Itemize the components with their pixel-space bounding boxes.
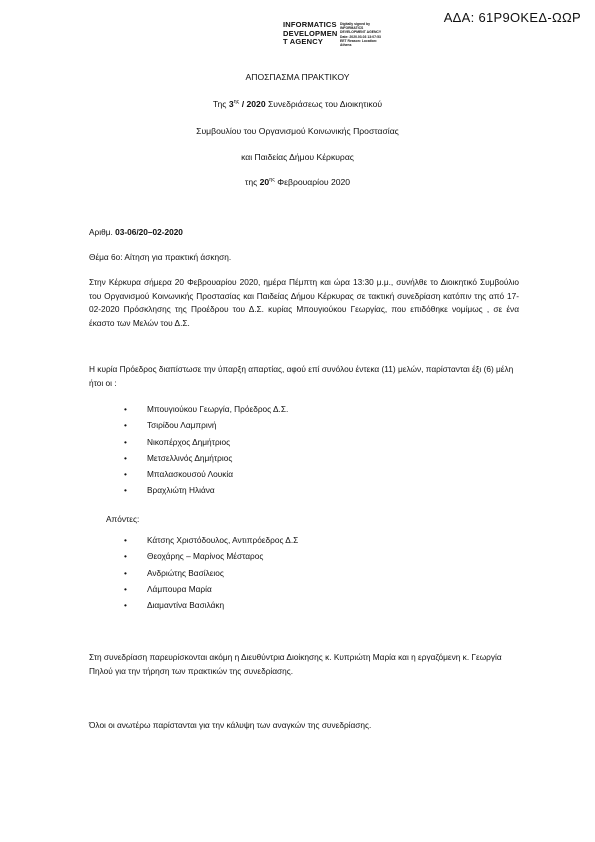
bullet-icon: • (124, 600, 127, 611)
member-name: Κάτσης Χριστόδουλος, Αντιπρόεδρος Δ.Σ (147, 535, 299, 545)
bullet-icon: • (124, 551, 127, 562)
member-name: Διαμαντίνα Βασιλάκη (147, 600, 225, 611)
member-name: Ανδριώτης Βασίλειος (147, 567, 224, 578)
reference-number (89, 226, 519, 240)
quorum-paragraph: Η κυρία Πρόεδρος διαπίστωσε την ύπαρξη απαρτίας, αφού επί συνόλου έντεκα (11) μελών, παρίστανται έξι (6) μέλη ήτοι οι : (89, 364, 514, 388)
attendance-paragraph: Στη συνεδρίαση παρευρίσκονται ακόμη η Διευθύντρια Διοίκησης κ. Κυπριώτη Μαρία και η εργαζόμενη κ. Γεωργία Πηλού για την τήρηση των πρακτικών της συνεδρίασης. (89, 652, 502, 676)
absent-label: Απόντες: (106, 514, 140, 524)
intro-paragraph: Στην Κέρκυρα σήμερα 20 Φεβρουαρίου 2020, ημέρα Πέμπτη και ώρα 13:30 μ.μ., συνήλθε το Διοικητικό Συμβούλιο του Οργανισμού Κοινωνικής Προστασίας και Παιδείας Δήμου Κέρκυρας σε τακτική συνεδρίαση κατόπιν της από 17-02-2020 Πρόσκλησης της Προέδρου του Δ.Σ. κυρίας Μπουγιούκου Γεωργίας, που επιδόθηκε νομίμως , σε ένα έκαστο των Μελών του Δ.Σ. (89, 277, 519, 328)
bullet-icon: • (124, 436, 127, 447)
final-paragraph: Όλοι οι ανωτέρω παρίστανται για την κάλυψη των αναγκών της συνεδρίασης. (89, 720, 372, 730)
date-sup: ης (269, 177, 275, 184)
date-post: Φεβρουαρίου 2020 (274, 177, 351, 187)
session-sup: ης (233, 99, 240, 106)
reference-value: 03-06/20–02-2020 (115, 227, 183, 237)
member-name: Θεοχάρης – Μαρίνος Μέσταρος (147, 551, 264, 562)
logo-line: INFORMATICS (283, 20, 337, 29)
date-line (0, 177, 595, 187)
document-title: ΑΠΟΣΠΑΣΜΑ ΠΡΑΚΤΙΚΟΥ (245, 72, 350, 82)
bullet-icon: • (124, 567, 127, 578)
ada-code: ΑΔΑ: 61Ρ9ΟΚΕΔ-ΩΩΡ (443, 10, 581, 25)
bullet-icon: • (124, 452, 127, 463)
logo-line: DEVELOPMEN (283, 28, 338, 38)
session-year: / 2020 (239, 99, 266, 109)
bullet-icon: • (124, 583, 127, 594)
subject-label: Θέμα 6ο: (89, 252, 125, 262)
date-number: 20 (259, 177, 270, 187)
member-name: Βραχλιώτη Ηλιάνα (147, 485, 215, 496)
logo-line: T AGENCY (283, 37, 324, 47)
session-post: Συνεδριάσεως του Διοικητικού (265, 99, 383, 109)
member-name: Μετσελλινός Δημήτριος (147, 452, 233, 463)
bullet-icon: • (124, 535, 127, 545)
bullet-icon: • (124, 420, 127, 431)
session-number: 3 (228, 99, 234, 109)
member-name: Μπαλασκουσού Λουκία (147, 469, 234, 480)
bullet-icon: • (124, 469, 127, 480)
bullet-icon: • (124, 404, 127, 414)
member-name: Νικοπέρχος Δημήτριος (147, 436, 231, 447)
reference-label: Αριθμ. (89, 227, 116, 237)
subject-line (89, 251, 519, 265)
session-pre: Της (212, 99, 229, 109)
signature-fine-print: Digitally signed by INFORMATICS DEVELOPMENT AGENCY Date: 2020.03.03 13:07:53 EET Reason: Location: Athens (340, 22, 382, 48)
board-line: Συμβουλίου του Οργανισμού Κοινωνικής Προστασίας (196, 126, 399, 136)
session-line (0, 99, 595, 109)
member-name: Λάμπουρα Μαρία (147, 583, 212, 594)
bullet-icon: • (124, 485, 127, 496)
member-name: Μπουγιούκου Γεωργία, Πρόεδρος Δ.Σ. (147, 404, 289, 414)
member-name: Τσιρίδου Λαμπρινή (147, 420, 217, 431)
organization-line: και Παιδείας Δήμου Κέρκυρας (241, 152, 354, 162)
signature-logo (283, 21, 338, 47)
date-pre: της (244, 177, 260, 187)
subject-value: Αίτηση για πρακτική άσκηση. (124, 252, 232, 262)
